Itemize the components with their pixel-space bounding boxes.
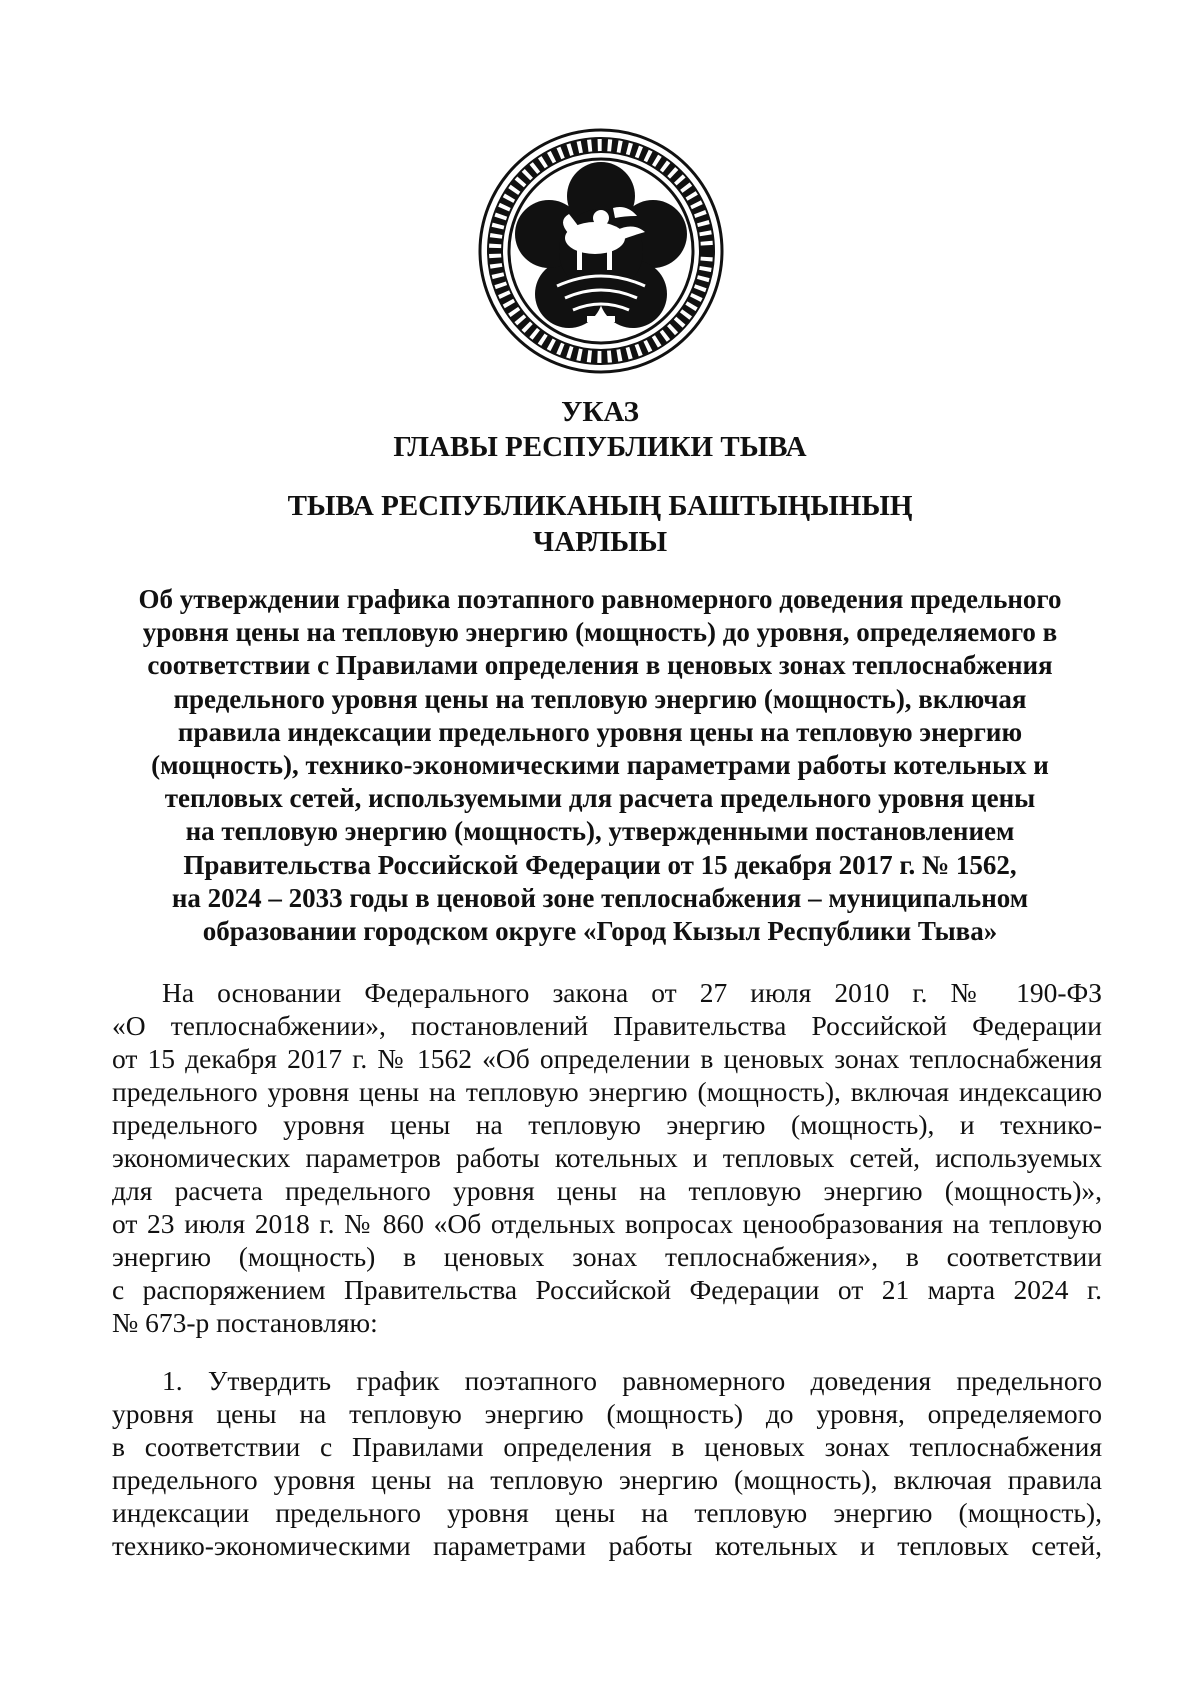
coat-of-arms-emblem	[477, 126, 725, 376]
paragraph-line: экономических параметров работы котельных и тепловых сетей, используемых	[112, 1142, 1102, 1173]
paragraph-line: 1. Утвердить график поэтапного равномерного доведения предельного	[162, 1365, 1102, 1396]
paragraph-line: технико-экономическими параметрами работы котельных и тепловых сетей,	[112, 1530, 1102, 1561]
paragraph-line: для расчета предельного уровня цены на тепловую энергию (мощность)»,	[112, 1175, 1102, 1206]
paragraph-line: предельного уровня цены на тепловую энергию (мощность), включая правила	[112, 1464, 1102, 1495]
title-line: правила индексации предельного уровня цены на тепловую энергию	[177, 716, 1023, 747]
paragraph-line: уровня цены на тепловую энергию (мощность) до уровня, определяемого	[112, 1398, 1102, 1429]
decree-title	[110, 583, 1090, 948]
paragraph-line: «О теплоснабжении», постановлений Правительства Российской Федерации	[112, 1010, 1102, 1041]
preamble-paragraph	[112, 976, 1102, 1339]
paragraph-line: предельного уровня цены на тепловую энергию (мощность), включая индексацию	[112, 1076, 1102, 1107]
title-line: тепловых сетей, используемыми для расчета предельного уровня цены	[164, 783, 1036, 814]
paragraph-line: энергию (мощность) в ценовых зонах теплоснабжения», в соответствии	[112, 1241, 1102, 1272]
clause-1-paragraph	[112, 1364, 1102, 1562]
title-line: Правительства Российской Федерации от 15 декабря 2017 г. № 1562,	[183, 849, 1017, 880]
paragraph-line: На основании Федерального закона от 27 июля 2010 г. № 190-ФЗ	[162, 977, 1102, 1008]
decree-heading: УКАЗ	[561, 396, 639, 428]
tuvan-heading-line1: ТЫВА РЕСПУБЛИКАНЫҢ БАШТЫҢЫНЫҢ	[287, 490, 913, 522]
paragraph-line: в соответствии с Правилами определения в ценовых зонах теплоснабжения	[112, 1431, 1102, 1462]
paragraph-line: с распоряжением Правительства Российской Федерации от 21 марта 2024 г.	[112, 1274, 1102, 1305]
title-line: Об утверждении графика поэтапного равномерного доведения предельного	[138, 584, 1062, 614]
title-line: (мощность), технико-экономическими параметрами работы котельных и	[151, 750, 1049, 781]
paragraph-line: № 673-р постановляю:	[112, 1307, 378, 1338]
authority-heading: ГЛАВЫ РЕСПУБЛИКИ ТЫВА	[393, 431, 807, 463]
title-line: уровня цены на тепловую энергию (мощность) до уровня, определяемого в	[142, 617, 1058, 648]
paragraph-line: индексации предельного уровня цены на тепловую энергию (мощность),	[112, 1497, 1102, 1528]
tuvan-heading-line2: ЧАРЛЫЫ	[532, 526, 668, 558]
title-line: на 2024 – 2033 годы в ценовой зоне теплоснабжения – муниципальном	[171, 882, 1029, 913]
paragraph-line: от 15 декабря 2017 г. № 1562 «Об определении в ценовых зонах теплоснабжения	[112, 1043, 1102, 1074]
title-line: предельного уровня цены на тепловую энергию (мощность), включая	[173, 683, 1027, 714]
paragraph-line: предельного уровня цены на тепловую энергию (мощность), и технико-	[112, 1109, 1102, 1140]
title-line: образовании городском округе «Город Кызыл Республики Тыва»	[202, 916, 998, 947]
paragraph-line: от 23 июля 2018 г. № 860 «Об отдельных вопросах ценообразования на тепловую	[112, 1208, 1102, 1239]
title-line: на тепловую энергию (мощность), утвержденными постановлением	[185, 816, 1015, 847]
title-line: соответствии с Правилами определения в ценовых зонах теплоснабжения	[147, 650, 1053, 681]
